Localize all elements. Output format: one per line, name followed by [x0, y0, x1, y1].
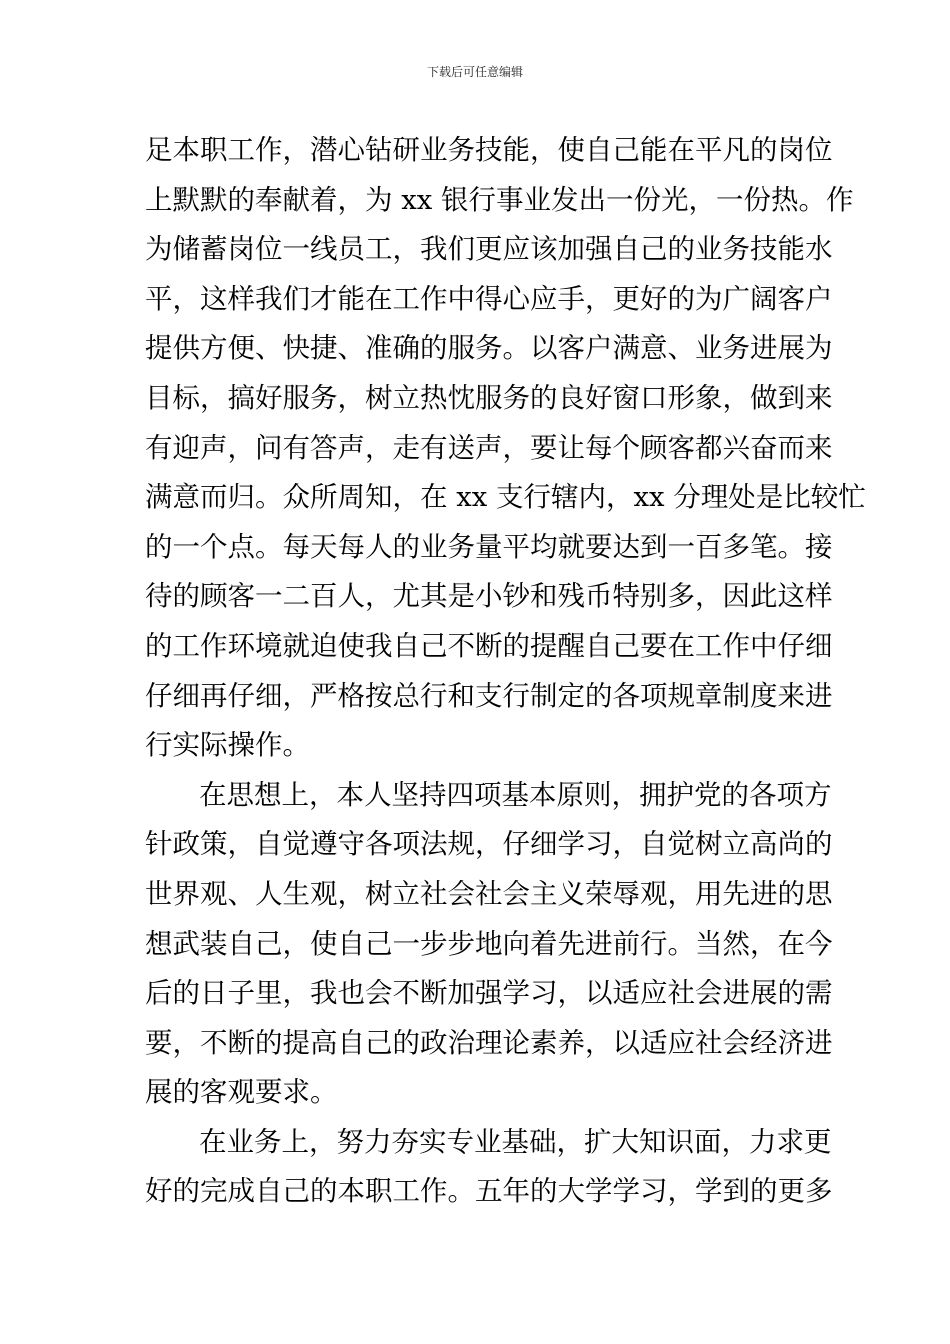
paragraph-2 — [145, 771, 833, 1118]
text-line: 要，不断的提高自己的政治理论素养，以适应社会经济进 — [145, 1026, 833, 1059]
text-line: 为储蓄岗位一线员工，我们更应该加强自己的业务技能水 — [145, 233, 833, 266]
paragraph-1 — [145, 126, 866, 771]
text-line: 行实际操作。 — [145, 729, 310, 762]
document-body — [145, 126, 866, 1217]
text-line: 展的客观要求。 — [145, 1076, 338, 1109]
text-line-first: 在思想上，本人坚持四项基本原则，拥护党的各项方 — [199, 778, 832, 811]
text-line: 好的完成自己的本职工作。五年的大学学习，学到的更多 — [145, 1175, 833, 1208]
text-line: 的一个点。每天每人的业务量平均就要达到一百多笔。接 — [145, 530, 833, 563]
text-line: 想武装自己，使自己一步步地向着先进前行。当然，在今 — [145, 927, 833, 960]
text-line-first: 在业务上，努力夯实专业基础，扩大知识面，力求更 — [199, 1125, 832, 1158]
text-line: 满意而归。众所周知，在 xx 支行辖内，xx 分理处是比较忙 — [145, 481, 866, 514]
text-line: 有迎声，问有答声，走有送声，要让每个顾客都兴奋而来 — [145, 431, 833, 464]
text-line: 待的顾客一二百人，尤其是小钞和残币特别多，因此这样 — [145, 580, 833, 613]
text-line: 目标，搞好服务，树立热忱服务的良好窗口形象，做到来 — [145, 381, 833, 414]
page-header: 下载后可任意编辑 — [426, 65, 523, 79]
text-line: 的工作环境就迫使我自己不断的提醒自己要在工作中仔细 — [145, 629, 833, 662]
text-line: 世界观、人生观，树立社会社会主义荣辱观，用先进的思 — [145, 877, 833, 910]
text-line: 后的日子里，我也会不断加强学习，以适应社会进展的需 — [145, 977, 833, 1010]
paragraph-3 — [145, 1118, 833, 1217]
text-line: 针政策，自觉遵守各项法规，仔细学习，自觉树立高尚的 — [145, 828, 833, 861]
text-line: 足本职工作，潜心钻研业务技能，使自己能在平凡的岗位 — [145, 134, 833, 166]
text-line: 上默默的奉献着，为 xx 银行事业发出一份光，一份热。作 — [145, 183, 854, 216]
text-line: 平，这样我们才能在工作中得心应手，更好的为广阔客户 — [145, 282, 833, 315]
text-line: 仔细再仔细，严格按总行和支行制定的各项规章制度来进 — [145, 679, 833, 712]
text-line: 提供方便、快捷、准确的服务。以客户满意、业务进展为 — [145, 332, 833, 365]
